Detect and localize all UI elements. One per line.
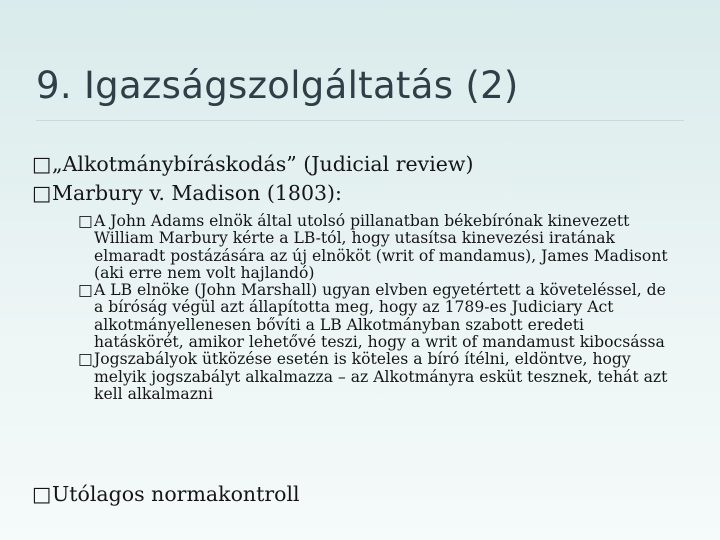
bullet-text: „Alkotmánybíráskodás” (Judicial review) [52,152,474,176]
bullet-icon: □ [32,181,52,205]
bullet-icon: □ [32,482,52,506]
slide-title: 9. Igazságszolgáltatás (2) [36,64,519,107]
sub-bullet-text: A LB elnöke (John Marshall) ugyan elvben egyetértett a követeléssel, de a bíróság végül azt állapította meg, hogy az 1789-es Judiciary Act alkotmányellenesen bővíti a LB Alkotmányban szabott eredeti hatáskörét, amikor lehetővé teszi, hogy a writ of mandamust kibocsássa [94,281,666,352]
sub-bullet-text: A John Adams elnök által utolsó pillanatban békebírónak kinevezett William Marbury kérte a LB-tól, hogy utasítsa kinevezési iratának elmaradt postázására az új elnököt (writ of mandamus), James Madisont (aki erre nem volt hajlandó) [94,212,668,282]
bullet-item-judicial-review [32,152,473,176]
bullet-item-marbury [32,181,342,205]
sub-bullet-text: Jogszabályok ütközése esetén is köteles a bíró ítélni, eldöntve, hogy melyik jogszabályt alkalmazza – az Alkotmányra esküt tesznek, tehát azt kell alkalmazni [94,350,668,403]
bullet-icon: □ [78,350,93,369]
sub-bullet-item [78,213,678,282]
bullet-text: Utólagos normakontroll [52,482,300,506]
bullet-icon: □ [78,281,93,300]
bullet-item-normakontroll [32,482,300,506]
sub-bullet-item [78,351,678,403]
sub-bullet-item [78,282,678,351]
bullet-icon: □ [32,152,52,176]
title-divider [36,120,684,121]
bullet-text: Marbury v. Madison (1803): [52,181,342,205]
bullet-icon: □ [78,212,93,230]
sub-bullet-list [78,213,678,403]
